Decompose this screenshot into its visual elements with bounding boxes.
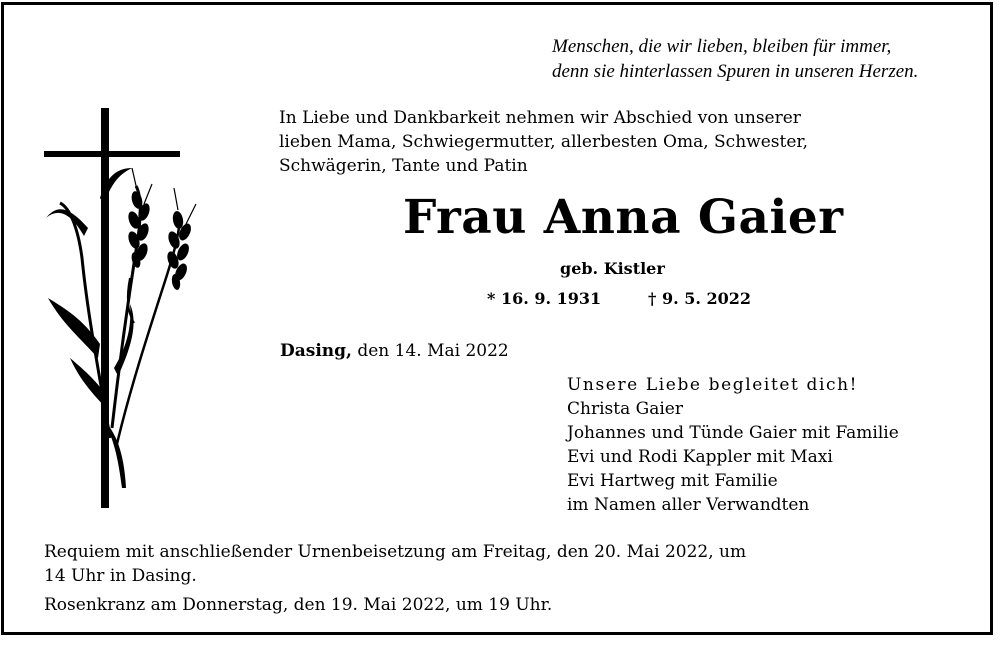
place-date [280,341,509,361]
mourners-list [567,373,899,517]
rosary-info: Rosenkranz am Donnerstag, den 19. Mai 2022, um 19 Uhr. [44,595,553,615]
deceased-name: Frau Anna Gaier [403,190,844,245]
intro-line-1: In Liebe und Dankbarkeit nehmen wir Abschied von unserer [279,108,801,128]
intro-line-3: Schwägerin, Tante und Patin [279,156,528,176]
intro-line-2: lieben Mama, Schwiegermutter, allerbesten Oma, Schwester, [279,132,809,152]
death-date: † 9. 5. 2022 [648,289,752,308]
mourner-item: Evi und Rodi Kappler mit Maxi [567,447,833,467]
service-line-1: Requiem mit anschließender Urnenbeisetzung am Freitag, den 20. Mai 2022, um [44,542,747,562]
place-name: Dasing, [280,341,352,361]
mourner-item: im Namen aller Verwandten [567,495,810,515]
motto-line-2: denn sie hinterlassen Spuren in unseren Herzen. [552,61,919,82]
intro-text [279,106,808,178]
mourners-lead: Unsere Liebe begleitet dich! [567,375,859,395]
maiden-name: geb. Kistler [560,259,665,278]
motto-line-1: Menschen, die wir lieben, bleiben für immer, [552,36,892,57]
mourner-item: Evi Hartweg mit Familie [567,471,778,491]
service-info [44,540,746,588]
motto [552,34,918,84]
cross-with-wheat-icon [40,108,210,508]
mourner-item: Johannes und Tünde Gaier mit Familie [567,423,899,443]
notice-date: den 14. Mai 2022 [351,341,509,361]
birth-date: * 16. 9. 1931 [487,289,602,308]
mourner-item: Christa Gaier [567,399,683,419]
service-line-2: 14 Uhr in Dasing. [44,566,197,586]
